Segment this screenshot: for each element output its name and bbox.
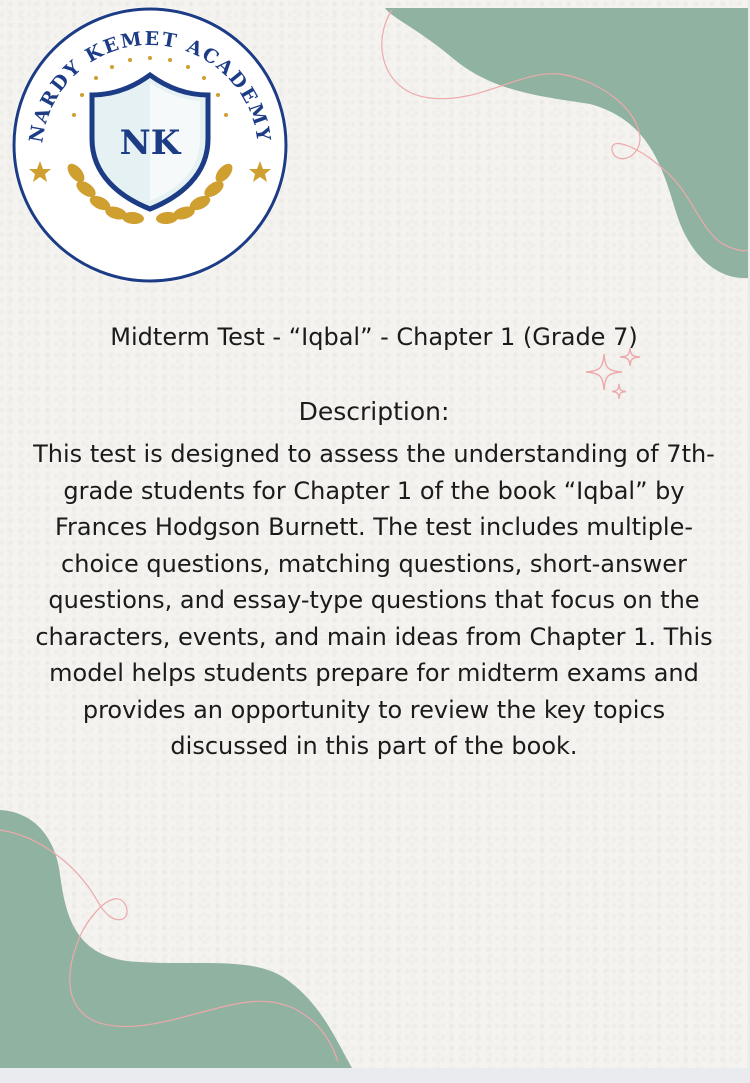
bottom-left-blob — [0, 810, 352, 1068]
logo-arc-text: NARDY KEMET ACADEMY — [25, 27, 275, 145]
page-title: Midterm Test - “Iqbal” - Chapter 1 (Grade 7) — [110, 323, 638, 351]
description-heading: Description: — [298, 397, 450, 426]
academy-logo — [8, 3, 292, 287]
description-body: This test is designed to assess the understanding of 7th-grade students for Chapter 1 of the book “Iqbal” by Frances Hodgson Burnett. The test includes multiple-choice questions, matching questions, short-answer questions, and essay-type questions that focus on the characters, events, and main ideas from Chapter 1. This model helps students prepare for midterm exams and provides an opportunity to review the key topics discussed in this part of the book. — [33, 440, 715, 760]
logo-initials: NK — [119, 123, 181, 163]
top-right-blob — [385, 8, 748, 278]
